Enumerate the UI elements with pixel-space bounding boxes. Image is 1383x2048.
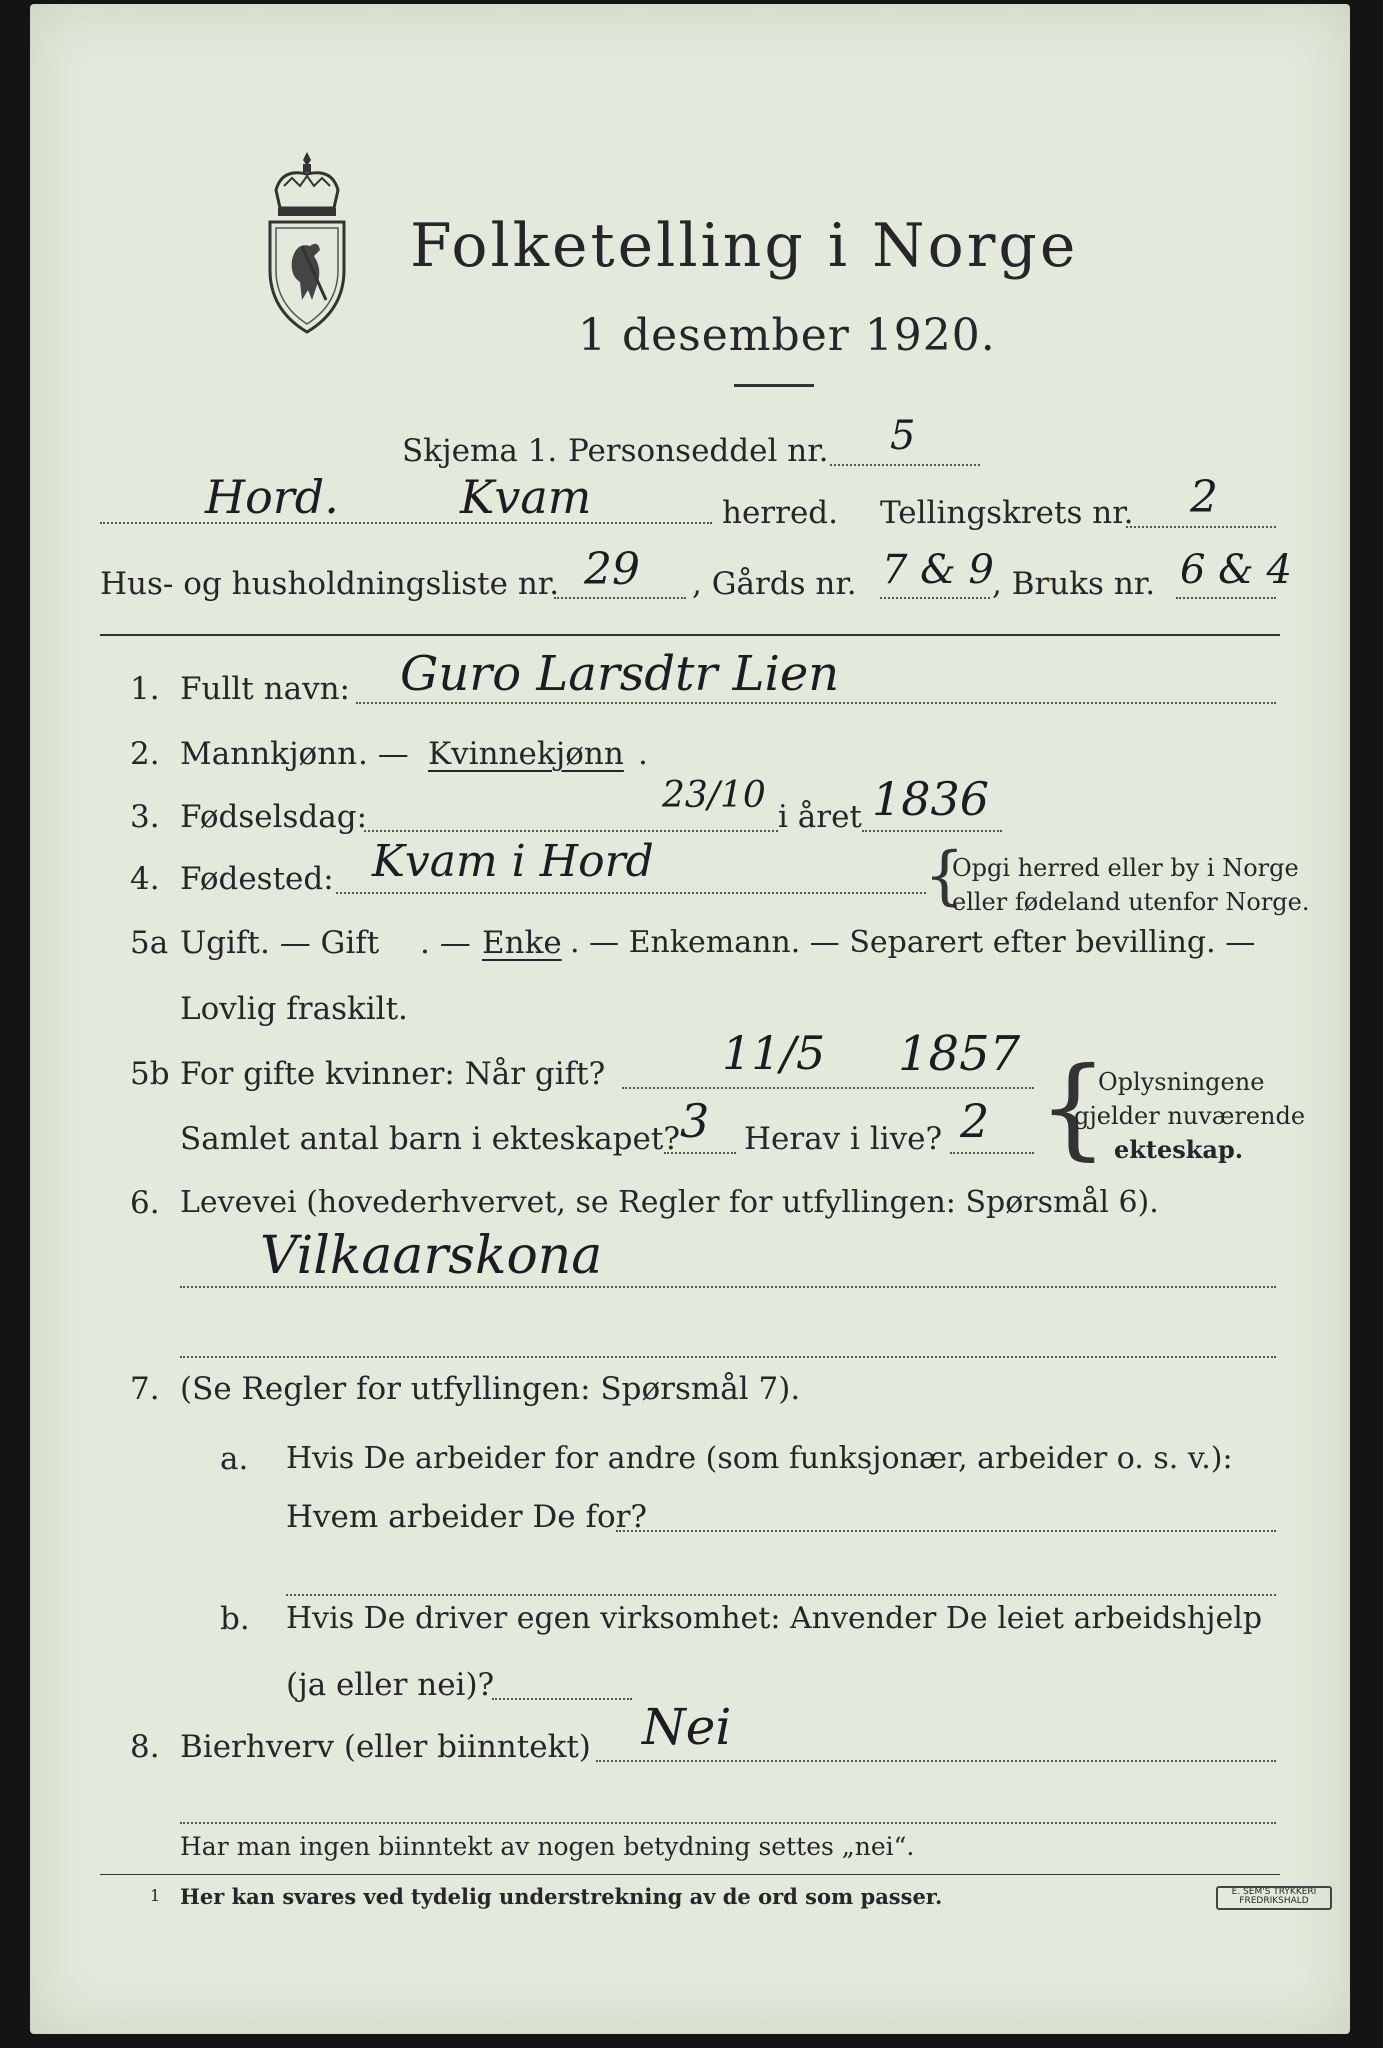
q4-note-brace: { (924, 839, 965, 913)
personseddel-value: 5 (890, 413, 916, 459)
herred-label: herred. (722, 495, 838, 531)
q3-day-field-line (364, 830, 778, 832)
q5a-option-widow-underlined: Enke (482, 925, 562, 961)
q5b-alive-value: 2 (960, 1094, 990, 1148)
q6-occupation-value: Vilkaarskona (260, 1226, 603, 1286)
husliste-label: Hus- og husholdningsliste nr. (100, 566, 560, 602)
municipality-value: Kvam (460, 470, 592, 524)
section-divider (100, 634, 1280, 636)
bruks-label: , Bruks nr. (992, 566, 1156, 602)
q4-note-line1: Opgi herred eller by i Norge (952, 854, 1299, 882)
q3-year-field-line (862, 830, 1002, 832)
q4-birthplace-value: Kvam i Hord (372, 836, 654, 887)
q6-field-line-1 (180, 1286, 1276, 1288)
q5a-option-divorced: Lovlig fraskilt. (180, 991, 408, 1027)
q8-side-income-value: Nei (642, 1698, 732, 1756)
q5b-note-brace: { (1038, 1043, 1108, 1171)
q3-i-aret-label: i året (778, 799, 862, 835)
q4-number: 4. (130, 861, 160, 897)
census-form-sheet (30, 4, 1350, 2034)
q5b-marriage-year-value: 1857 (898, 1026, 1021, 1082)
q7a-question-line2: Hvem arbeider De for? (286, 1499, 648, 1535)
gards-label: , Gårds nr. (692, 566, 857, 602)
printer-stamp (1216, 1886, 1332, 1910)
gards-field-line (880, 597, 990, 599)
q5a-option-unmarried: Ugift (180, 925, 260, 961)
schema-label: Skjema 1. (402, 433, 558, 469)
q6-number: 6. (130, 1185, 160, 1221)
q7a-question-line1: Hvis De arbeider for andre (som funksjonær, arbeider o. s. v.): (286, 1441, 1233, 1476)
q7-label: (Se Regler for utfyllingen: Spørsmål 7). (180, 1371, 801, 1407)
q5b-children-label: Samlet antal barn i ekteskapet? (180, 1121, 680, 1157)
q7b-question-line2: (ja eller nei)? (286, 1667, 495, 1703)
q4-field-line (336, 892, 926, 894)
personseddel-field-line (830, 464, 980, 466)
q2-option-male: Mannkjønn (180, 736, 358, 772)
q7b-letter: b. (220, 1601, 250, 1637)
q1-label: Fullt navn: (180, 671, 350, 707)
tellingskrets-value: 2 (1190, 472, 1218, 523)
footnote-divider (100, 1874, 1280, 1875)
stamp-line2: FREDRIKSHALD (1239, 1896, 1309, 1906)
q2-separator: . — (358, 736, 409, 772)
q5b-number: 5b (130, 1056, 170, 1092)
county-field-line (100, 522, 712, 524)
footnote-text: Her kan svares ved tydelig understrekning av de ord som passer. (180, 1884, 943, 1909)
q5b-note-line2: gjelder nuværende (1074, 1102, 1306, 1130)
q7-number: 7. (130, 1371, 160, 1407)
q7b-field-line (492, 1698, 632, 1700)
gards-value: 7 & 9 (882, 547, 994, 593)
tellingskrets-field-line (1126, 526, 1276, 528)
q5b-note-line1: Oplysningene (1098, 1068, 1265, 1096)
q5b-date-field-line (622, 1087, 1034, 1089)
q5b-label: For gifte kvinner: Når gift? (180, 1056, 606, 1092)
bruks-field-line (1176, 597, 1276, 599)
bruks-value: 6 & 4 (1180, 547, 1292, 593)
q5b-children-field-line (664, 1152, 736, 1154)
q8-field-line-1 (596, 1760, 1276, 1762)
q8-number: 8. (130, 1729, 160, 1765)
stamp-line1: E. SEM'S TRYKKERI (1231, 1887, 1317, 1897)
footnote-marker: 1 (150, 1886, 161, 1905)
q6-field-line-2 (180, 1356, 1276, 1358)
husliste-value: 29 (584, 544, 640, 595)
q8-label: Bierhverv (eller biinntekt) (180, 1729, 591, 1765)
q2-number: 2. (130, 736, 160, 772)
q1-field-line (356, 702, 1276, 704)
q3-birth-day-value: 23/10 (662, 775, 766, 816)
q7b-question-line1: Hvis De driver egen virksomhet: Anvender De leiet arbeidshjelp (286, 1601, 1263, 1636)
q5a-option-married: . — Gift (260, 925, 380, 961)
q6-label: Levevei (hovederhvervet, se Regler for utfyllingen: Spørsmål 6). (180, 1185, 1159, 1220)
q5a-remaining-options: . — Enkemann. — Separert efter bevilling. — (570, 925, 1256, 960)
q3-number: 3. (130, 799, 160, 835)
q5b-alive-field-line (950, 1152, 1034, 1154)
q1-full-name-value: Guro Larsdtr Lien (400, 646, 840, 702)
tellingskrets-label: Tellingskrets nr. (880, 495, 1134, 531)
q7a-field-line-2 (286, 1594, 1276, 1596)
q4-label: Fødested: (180, 861, 334, 897)
q8-field-line-2 (180, 1822, 1276, 1824)
q5b-marriage-date-value: 11/5 (722, 1026, 826, 1080)
q4-note-line2: eller fødeland utenfor Norge. (952, 888, 1310, 916)
form-title: Folketelling i Norge (410, 211, 1079, 281)
census-date: 1 desember 1920. (578, 310, 996, 361)
personseddel-label: Personseddel nr. (568, 433, 829, 469)
q8-note: Har man ingen biinntekt av nogen betydning settes „nei“. (180, 1832, 915, 1861)
norwegian-coat-of-arms-icon (262, 150, 352, 340)
county-value: Hord. (205, 470, 339, 524)
q3-birth-year-value: 1836 (872, 772, 990, 826)
q5a-separator: . — (420, 925, 471, 961)
q2-option-female-underlined: Kvinnekjønn (428, 736, 624, 772)
q1-number: 1. (130, 671, 160, 707)
q2-end: . (638, 736, 648, 772)
q3-label: Fødselsdag: (180, 799, 368, 835)
q7a-letter: a. (220, 1441, 249, 1477)
title-divider (734, 384, 814, 387)
q5b-children-value: 3 (680, 1094, 710, 1148)
husliste-field-line (554, 597, 686, 599)
q7a-field-line-1 (616, 1530, 1276, 1532)
q5a-number: 5a (130, 925, 169, 961)
q5b-note-line3: ekteskap. (1114, 1135, 1244, 1164)
q5b-alive-label: Herav i live? (744, 1121, 943, 1157)
